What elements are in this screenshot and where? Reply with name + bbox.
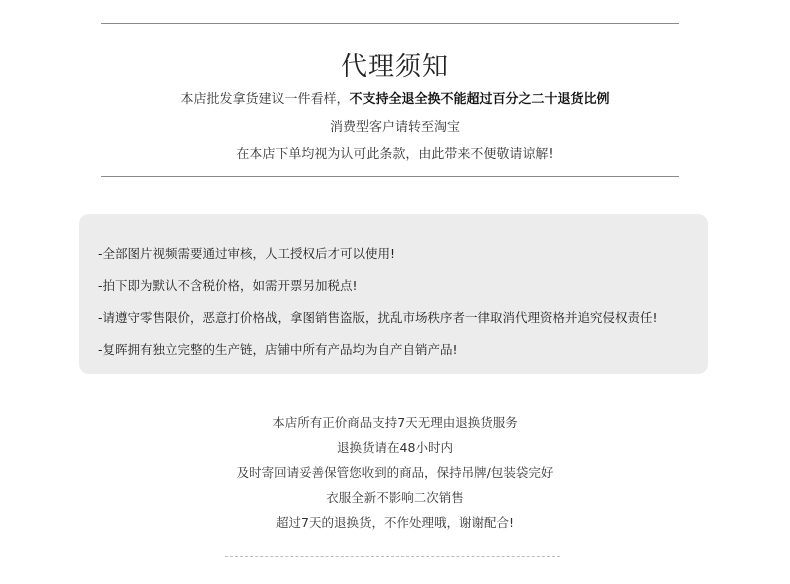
return-ratio-warning: 不支持全退全换不能超过百分之二十退货比例 [349,92,610,107]
resale-condition-line: 衣服全新不影响二次销售 [326,490,464,505]
notice-item-price-limit: -请遵守零售限价，恶意打价格战，拿图销售盗版，扰乱市场秩序者一律取消代理资格并追究侵权责任! [98,310,658,325]
notice-item-tax: -拍下即为默认不含税价格，如需开票另加税点! [98,278,358,293]
top-divider [101,23,679,24]
late-return-line: 超过7天的退换货，不作处理哦，谢谢配合! [276,515,514,530]
return-policy-line: 本店所有正价商品支持7天无理由退换货服务 [272,415,518,430]
return-condition-line: 及时寄回请妥善保管您收到的商品，保持吊牌/包装袋完好 [236,465,554,480]
page-title: 代理须知 [340,52,449,82]
bottom-dashed-divider [225,556,560,557]
notice-panel [79,214,708,374]
notice-item-production-chain: -复晖拥有独立完整的生产链，店铺中所有产品均为自产自销产品! [98,342,458,357]
middle-divider [101,176,679,177]
consumer-redirect-line: 消费型客户请转至淘宝 [329,120,460,135]
terms-acceptance-line: 在本店下单均视为认可此条款，由此带来不便敬请谅解! [236,147,554,162]
wholesale-policy-text: 本店批发拿货建议一件看样， [180,92,350,107]
wholesale-policy-line [0,88,790,107]
return-window-line: 退换货请在48小时内 [337,440,453,455]
notice-item-image-authorization: -全部图片视频需要通过审核，人工授权后才可以使用! [98,246,396,261]
